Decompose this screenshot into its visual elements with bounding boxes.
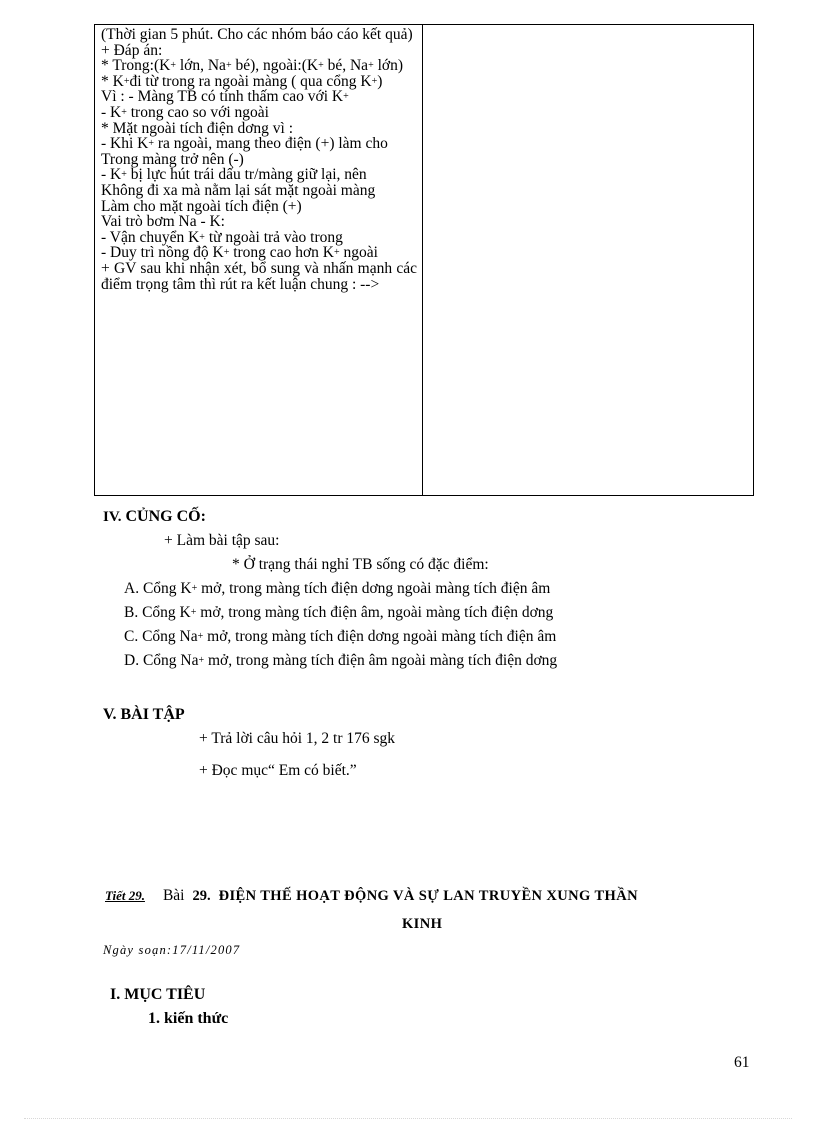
text-segment: lớn) [373, 57, 403, 75]
table-line [101, 261, 417, 292]
text-segment: B. Cổng K [124, 604, 191, 621]
text-segment: từ ngoài trả vào trong [204, 228, 343, 246]
section-5-heading: V. BÀI TẬP [103, 706, 185, 723]
table-line [101, 136, 417, 152]
table-line [101, 121, 417, 137]
answer-option [124, 580, 550, 598]
text-segment: trong cao hơn K [229, 244, 334, 262]
text-segment: + Đáp án: [101, 41, 163, 59]
text-segment: - Vận chuyển K [101, 228, 200, 246]
text-segment: mở, trong màng tích điện âm, ngoài màng tích điện dơng [196, 604, 554, 621]
answer-option [124, 604, 553, 622]
text-segment: lớn, Na [175, 57, 226, 75]
text-segment: mở, trong màng tích điện dơng ngoài màng tích điện âm [197, 580, 551, 597]
text-segment: A. Cổng K [124, 580, 192, 597]
page-bottom-dotted-line [24, 1118, 792, 1119]
table-line [101, 183, 417, 199]
section-5-item-2: + Đọc mục“ Em có biết.” [199, 762, 357, 779]
section-4-task: + Làm bài tập sau: [164, 532, 280, 549]
superscript-charge: + [170, 60, 176, 72]
table-line [101, 89, 417, 105]
superscript-charge: + [368, 60, 374, 72]
table-line [101, 245, 417, 261]
section-4-question: * Ở trạng thái nghỉ TB sống có đặc điểm: [232, 556, 489, 573]
table-line [101, 167, 417, 183]
superscript-charge: + [318, 60, 324, 72]
text-segment: (Thời gian 5 phút. Cho các nhóm báo cáo kết quả) [101, 26, 413, 43]
section-1-subheading: 1. kiến thức [148, 1010, 229, 1027]
superscript-charge: + [148, 138, 154, 150]
table-line [101, 199, 417, 215]
lesson-title-line-1: ĐIỆN THẾ HOẠT ĐỘNG VÀ SỰ LAN TRUYỀN XUNG THẦN [218, 888, 638, 904]
superscript-charge: + [121, 169, 127, 181]
superscript-charge: + [225, 60, 232, 72]
table-left-cell [101, 27, 417, 292]
table-line [101, 74, 417, 90]
text-segment: Trong màng trở nên (-) [101, 150, 244, 168]
superscript-charge: + [199, 231, 205, 243]
superscript-charge: + [371, 75, 378, 87]
text-segment: ra ngoài, mang theo điện (+) làm cho [154, 135, 388, 153]
text-segment: Vai trò bơm Na - K: [101, 213, 225, 231]
table-line [101, 105, 417, 121]
text-segment: - Duy trì nồng độ K [101, 244, 224, 262]
superscript-charge: + [191, 583, 198, 594]
text-segment: trong cao so với ngoài [126, 103, 269, 121]
answer-option [124, 628, 556, 646]
text-segment: C. Cổng Na [124, 628, 198, 645]
superscript-charge: + [121, 106, 127, 118]
text-segment: D. Cổng Na [124, 652, 199, 669]
text-segment: Làm cho mặt ngoài tích điện (+) [101, 197, 302, 215]
text-segment: - Khi K [101, 135, 149, 153]
table-line [101, 58, 417, 74]
superscript-charge: + [190, 607, 197, 618]
superscript-charge: + [223, 247, 230, 259]
section-1-title: MỤC TIÊU [124, 986, 206, 1003]
lesson-date: Ngày soạn:17/11/2007 [103, 943, 241, 957]
text-segment: ngoài [339, 244, 378, 262]
text-segment: Không đi xa mà nằm lại sát mặt ngoài màng [101, 181, 376, 199]
text-segment: * K [101, 72, 124, 90]
answer-option [124, 652, 557, 670]
lesson-header [105, 887, 638, 905]
text-segment: bị lực hút trái dấu tr/màng giữ lại, nên [126, 166, 367, 184]
text-segment: bé, Na [323, 57, 369, 75]
text-segment: bé), ngoài:(K [231, 57, 319, 75]
section-1-heading [110, 986, 205, 1004]
section-4-number: IV. [103, 509, 122, 525]
superscript-charge: + [198, 655, 205, 666]
superscript-charge: + [123, 75, 130, 87]
table-right-cell [423, 25, 753, 495]
text-segment: Vì : - Màng TB có tính thấm cao với K [101, 88, 344, 106]
table-line [101, 27, 417, 43]
section-1-number: I. [110, 986, 121, 1003]
text-segment: - K [101, 166, 122, 184]
text-segment: - K [101, 103, 122, 121]
text-segment: * Trong:(K [101, 57, 171, 75]
page-number: 61 [734, 1054, 750, 1071]
text-segment: * Mặt ngoài tích điện dơng vì : [101, 119, 294, 137]
content-table [94, 24, 754, 496]
lesson-period: Tiết 29. [105, 888, 145, 903]
text-segment: mở, trong màng tích điện âm ngoài màng tích điện dơng [204, 652, 558, 669]
superscript-charge: + [197, 631, 204, 642]
text-segment: + GV sau khi nhận xét, bổ sung và nhấn mạnh các điểm trọng tâm thì rút ra kết luận chung : --> [101, 259, 417, 293]
text-segment: đi từ trong ra ngoài màng ( qua cổng K [129, 72, 372, 90]
lesson-bai-number: 29. [192, 888, 211, 904]
text-segment: ) [377, 72, 383, 90]
section-4-heading [103, 508, 206, 526]
superscript-charge: + [343, 91, 349, 103]
table-line [101, 43, 417, 59]
table-line [101, 214, 417, 230]
text-segment: mở, trong màng tích điện dơng ngoài màng tích điện âm [203, 628, 557, 645]
table-line [101, 230, 417, 246]
section-4-title: CỦNG CỐ: [125, 508, 206, 525]
lesson-bai-label: Bài [162, 887, 185, 904]
section-5-item-1: + Trả lời câu hỏi 1, 2 tr 176 sgk [199, 730, 396, 747]
lesson-title-line-2: KINH [402, 916, 443, 932]
superscript-charge: + [333, 247, 340, 259]
table-line [101, 152, 417, 168]
